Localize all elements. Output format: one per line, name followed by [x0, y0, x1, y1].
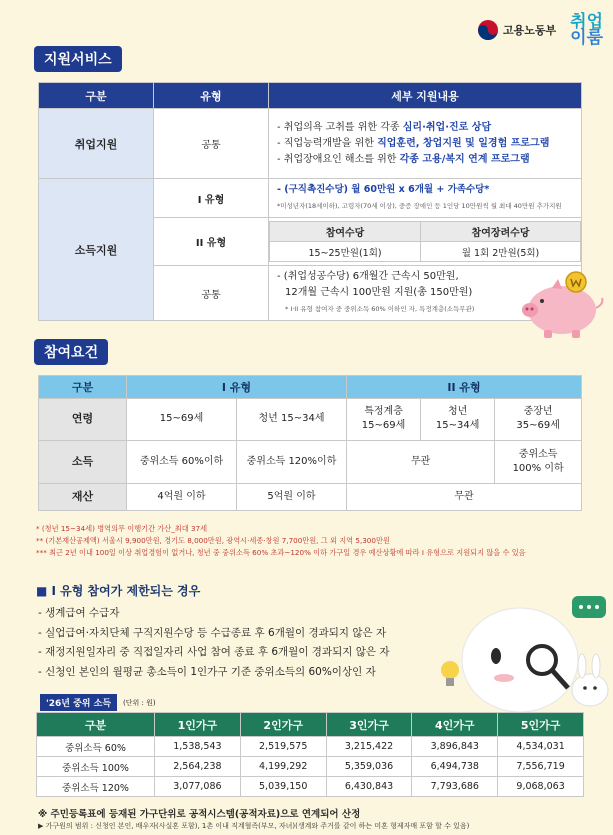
restriction-item: - 실업급여·자치단체 구직지원수당 등 수급종료 후 6개월이 경과되지 않은 자 [38, 626, 387, 639]
footer-note: ※ 주민등록표에 등재된 가구단위로 공적시스템(공적자료)으로 연계되어 산정 [38, 809, 361, 820]
mi-cell: 6,494,738 [412, 757, 498, 777]
mi-cell: 3,077,086 [155, 777, 241, 797]
req-age-cell: 15~69세 [127, 398, 237, 441]
mi-cell: 중위소득 100% [37, 757, 155, 777]
mi-cell: 5,359,036 [326, 757, 412, 777]
table-row [37, 757, 584, 777]
employment-detail [269, 109, 582, 179]
detail-line: - 취업의욕 고취를 위한 각종 심리·취업·진로 상담 [277, 121, 492, 133]
restriction-item: - 생계급여 수급자 [38, 607, 120, 619]
square-bullet-icon: ■ [36, 584, 52, 598]
footnote: *** 최근 2년 이내 100일 이상 취업경험이 없거나, 청년 중 중위소득 60% 초과~120% 이하 가구일 경우 예산상황에 따라 I 유형으로 지원되지 않을 수 있음 [36, 548, 526, 557]
restriction-item: - 재정지원일자리 중 직접일자리 사업 참여 종료 후 6개월이 경과되지 않은 자 [38, 646, 390, 658]
mi-cell: 3,215,422 [326, 737, 412, 757]
brand-bottom: 이룸 [570, 28, 603, 48]
mi-header: 3인가구 [326, 713, 412, 737]
ministry-logo [477, 19, 556, 41]
req-header-category: 구분 [39, 376, 127, 399]
type-1: I 유형 [154, 179, 269, 218]
common-line2: 12개월 근속시 100만원 지원(총 150만원) [285, 287, 473, 298]
req-income-cell: 중위소득 120%이하 [237, 441, 347, 484]
req-income-cell: 중위소득 60%이하 [127, 441, 237, 484]
type-common: 공통 [154, 109, 269, 179]
median-income-caption [40, 694, 156, 711]
mi-header: 4인가구 [412, 713, 498, 737]
brand-logo [570, 14, 603, 46]
mi-cell: 3,896,843 [412, 737, 498, 757]
mi-cell: 2,519,575 [240, 737, 326, 757]
footnote: ** (기본재산공제액) 서울시 9,900만원, 경기도 8,000만원, 광역시·세종·창원 7,700만원, 그 외 지역 5,300만원 [36, 536, 390, 545]
median-income-unit: (단위 : 원) [123, 698, 156, 707]
restriction-list [38, 604, 389, 682]
category-income: 소득지원 [39, 179, 154, 321]
category-employment: 취업지원 [39, 109, 154, 179]
type2-value-incentive: 월 1회 2만원(5회) [421, 242, 581, 262]
mi-cell: 1,538,543 [155, 737, 241, 757]
footnote: * (청년 15~34세) 병역의무 이행기간 가산_최대 37세 [36, 524, 208, 533]
mi-cell: 중위소득 60% [37, 737, 155, 757]
mi-header: 2인가구 [240, 713, 326, 737]
type2-inner-table [269, 221, 581, 262]
req-asset-cell: 4억원 이하 [127, 484, 237, 511]
mi-header: 구분 [37, 713, 155, 737]
taegeuk-emblem-icon [477, 19, 499, 41]
mi-cell: 4,534,031 [498, 737, 584, 757]
footer-subnote: ▶ 가구원의 범위 : 신청인 본인, 배우자(사실혼 포함), 1촌 이내 직계혈족(부모, 자녀)(생계와 주거를 같이 하는 미혼 형제자매 포함 할 수 있음) [38, 822, 470, 830]
req-asset-cell: 무관 [347, 484, 582, 511]
restriction-item: - 신청인 본인의 월평균 총소득이 1인가구 기준 중위소득의 60%이상인 자 [38, 665, 376, 678]
type1-main: - (구직촉진수당) 월 60만원 x 6개월 + 가족수당* [277, 184, 490, 195]
type-common-income: 공통 [154, 266, 269, 321]
mi-header: 5인가구 [498, 713, 584, 737]
median-income-tag: '26년 중위 소득 [40, 694, 117, 711]
header-logos [477, 14, 603, 46]
type2-detail [269, 218, 582, 266]
req-age-cell: 청년 15~34세 [237, 398, 347, 441]
req-income-cell: 중위소득 100% 이하 [495, 441, 582, 484]
req-income-label: 소득 [39, 441, 127, 484]
req-age-cell: 중장년 35~69세 [495, 398, 582, 441]
detail-line: - 취업장애요인 해소를 위한 각종 고용/복지 연계 프로그램 [277, 153, 530, 165]
mi-cell: 5,039,150 [240, 777, 326, 797]
common-note: * I·II 유형 참여자 중 중위소득 60% 이하인 자, 특정계층(소득무관) [285, 305, 475, 313]
type1-detail [269, 179, 582, 218]
mi-cell: 6,430,843 [326, 777, 412, 797]
restriction-title: ■ I 유형 참여가 제한되는 경우 [36, 584, 201, 598]
req-asset-cell: 5억원 이하 [237, 484, 347, 511]
mi-cell: 4,199,292 [240, 757, 326, 777]
type1-note: *미성년자(18세이하), 고령자(70세 이상), 중증 장애인 등 1인당 10만원씩 월 최대 40만원 추가지원 [277, 202, 562, 210]
detail-line: - 직업능력개발을 위한 직업훈련, 창업지원 및 일경험 프로그램 [277, 137, 550, 149]
col-header-detail: 세부 지원내용 [269, 83, 582, 109]
services-table [38, 82, 582, 321]
section-title-services: 지원서비스 [34, 46, 122, 72]
mascot-illustration [440, 590, 613, 720]
col-header-type: 유형 [154, 83, 269, 109]
median-income-table [36, 712, 584, 797]
mi-cell: 2,564,238 [155, 757, 241, 777]
mi-cell: 7,556,719 [498, 757, 584, 777]
ministry-name: 고용노동부 [503, 24, 557, 37]
common-line1: - (취업성공수당) 6개월간 근속시 50만원, [277, 271, 459, 282]
mi-cell: 7,793,686 [412, 777, 498, 797]
section-title-requirements: 참여요건 [34, 339, 108, 365]
piggy-bank-illustration [512, 268, 612, 340]
req-asset-label: 재산 [39, 484, 127, 511]
requirements-table [38, 375, 582, 511]
col-header-category: 구분 [39, 83, 154, 109]
mi-cell: 중위소득 120% [37, 777, 155, 797]
type2-value-participation: 15~25만원(1회) [270, 242, 421, 262]
req-income-cell: 무관 [347, 441, 495, 484]
type2-header-incentive: 참여장려수당 [421, 222, 581, 242]
req-header-type2: II 유형 [347, 376, 582, 399]
mi-cell: 9,068,063 [498, 777, 584, 797]
table-row [37, 737, 584, 757]
mi-header: 1인가구 [155, 713, 241, 737]
req-header-type1: I 유형 [127, 376, 347, 399]
req-age-cell: 청년 15~34세 [421, 398, 495, 441]
req-age-cell: 특정계층 15~69세 [347, 398, 421, 441]
brand-top: 취업 [570, 12, 603, 32]
table-row [37, 777, 584, 797]
req-age-label: 연령 [39, 398, 127, 441]
footnotes [36, 523, 596, 559]
type-2: II 유형 [154, 218, 269, 266]
type2-header-participation: 참여수당 [270, 222, 421, 242]
